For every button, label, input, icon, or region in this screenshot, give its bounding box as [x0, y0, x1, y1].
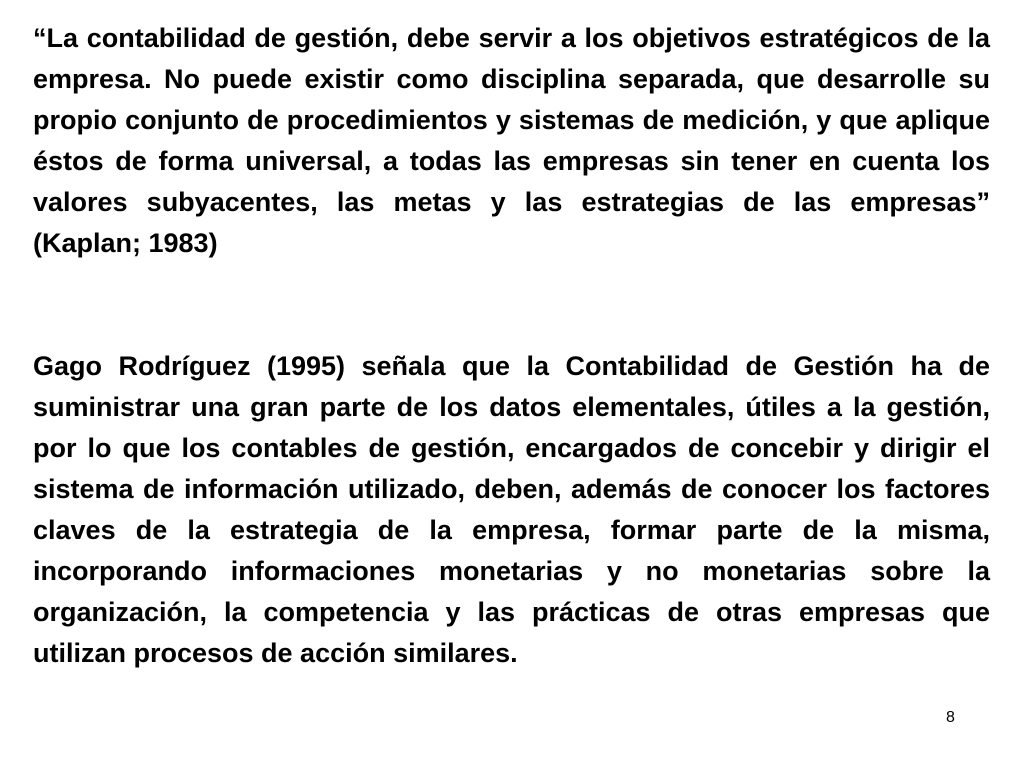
paragraph-gago-rodriguez: Gago Rodríguez (1995) señala que la Contabilidad de Gestión ha de suministrar una gran parte de los datos elementales, útiles a la gestión, por lo que los contables de gestión, encargados de concebir y dirigir el sistema de información utilizado, deben, además de conocer los factores claves de la estrategia de la empresa, formar parte de la misma, incorporando informaciones monetarias y no monetarias sobre la organización, la competencia y las prácticas de otras empresas que utilizan procesos de acción similares.: [33, 351, 990, 668]
quote-paragraph-kaplan: “La contabilidad de gestión, debe servir a los objetivos estratégicos de la empresa. No puede existir como disciplina separada, que desarrolle su propio conjunto de procedimientos y sistemas de medición, y que aplique éstos de forma universal, a todas las empresas sin tener en cuenta los valores subyacentes, las metas y las estrategias de las empresas” (Kaplan; 1983): [33, 23, 990, 258]
page-number: 8: [946, 709, 955, 726]
